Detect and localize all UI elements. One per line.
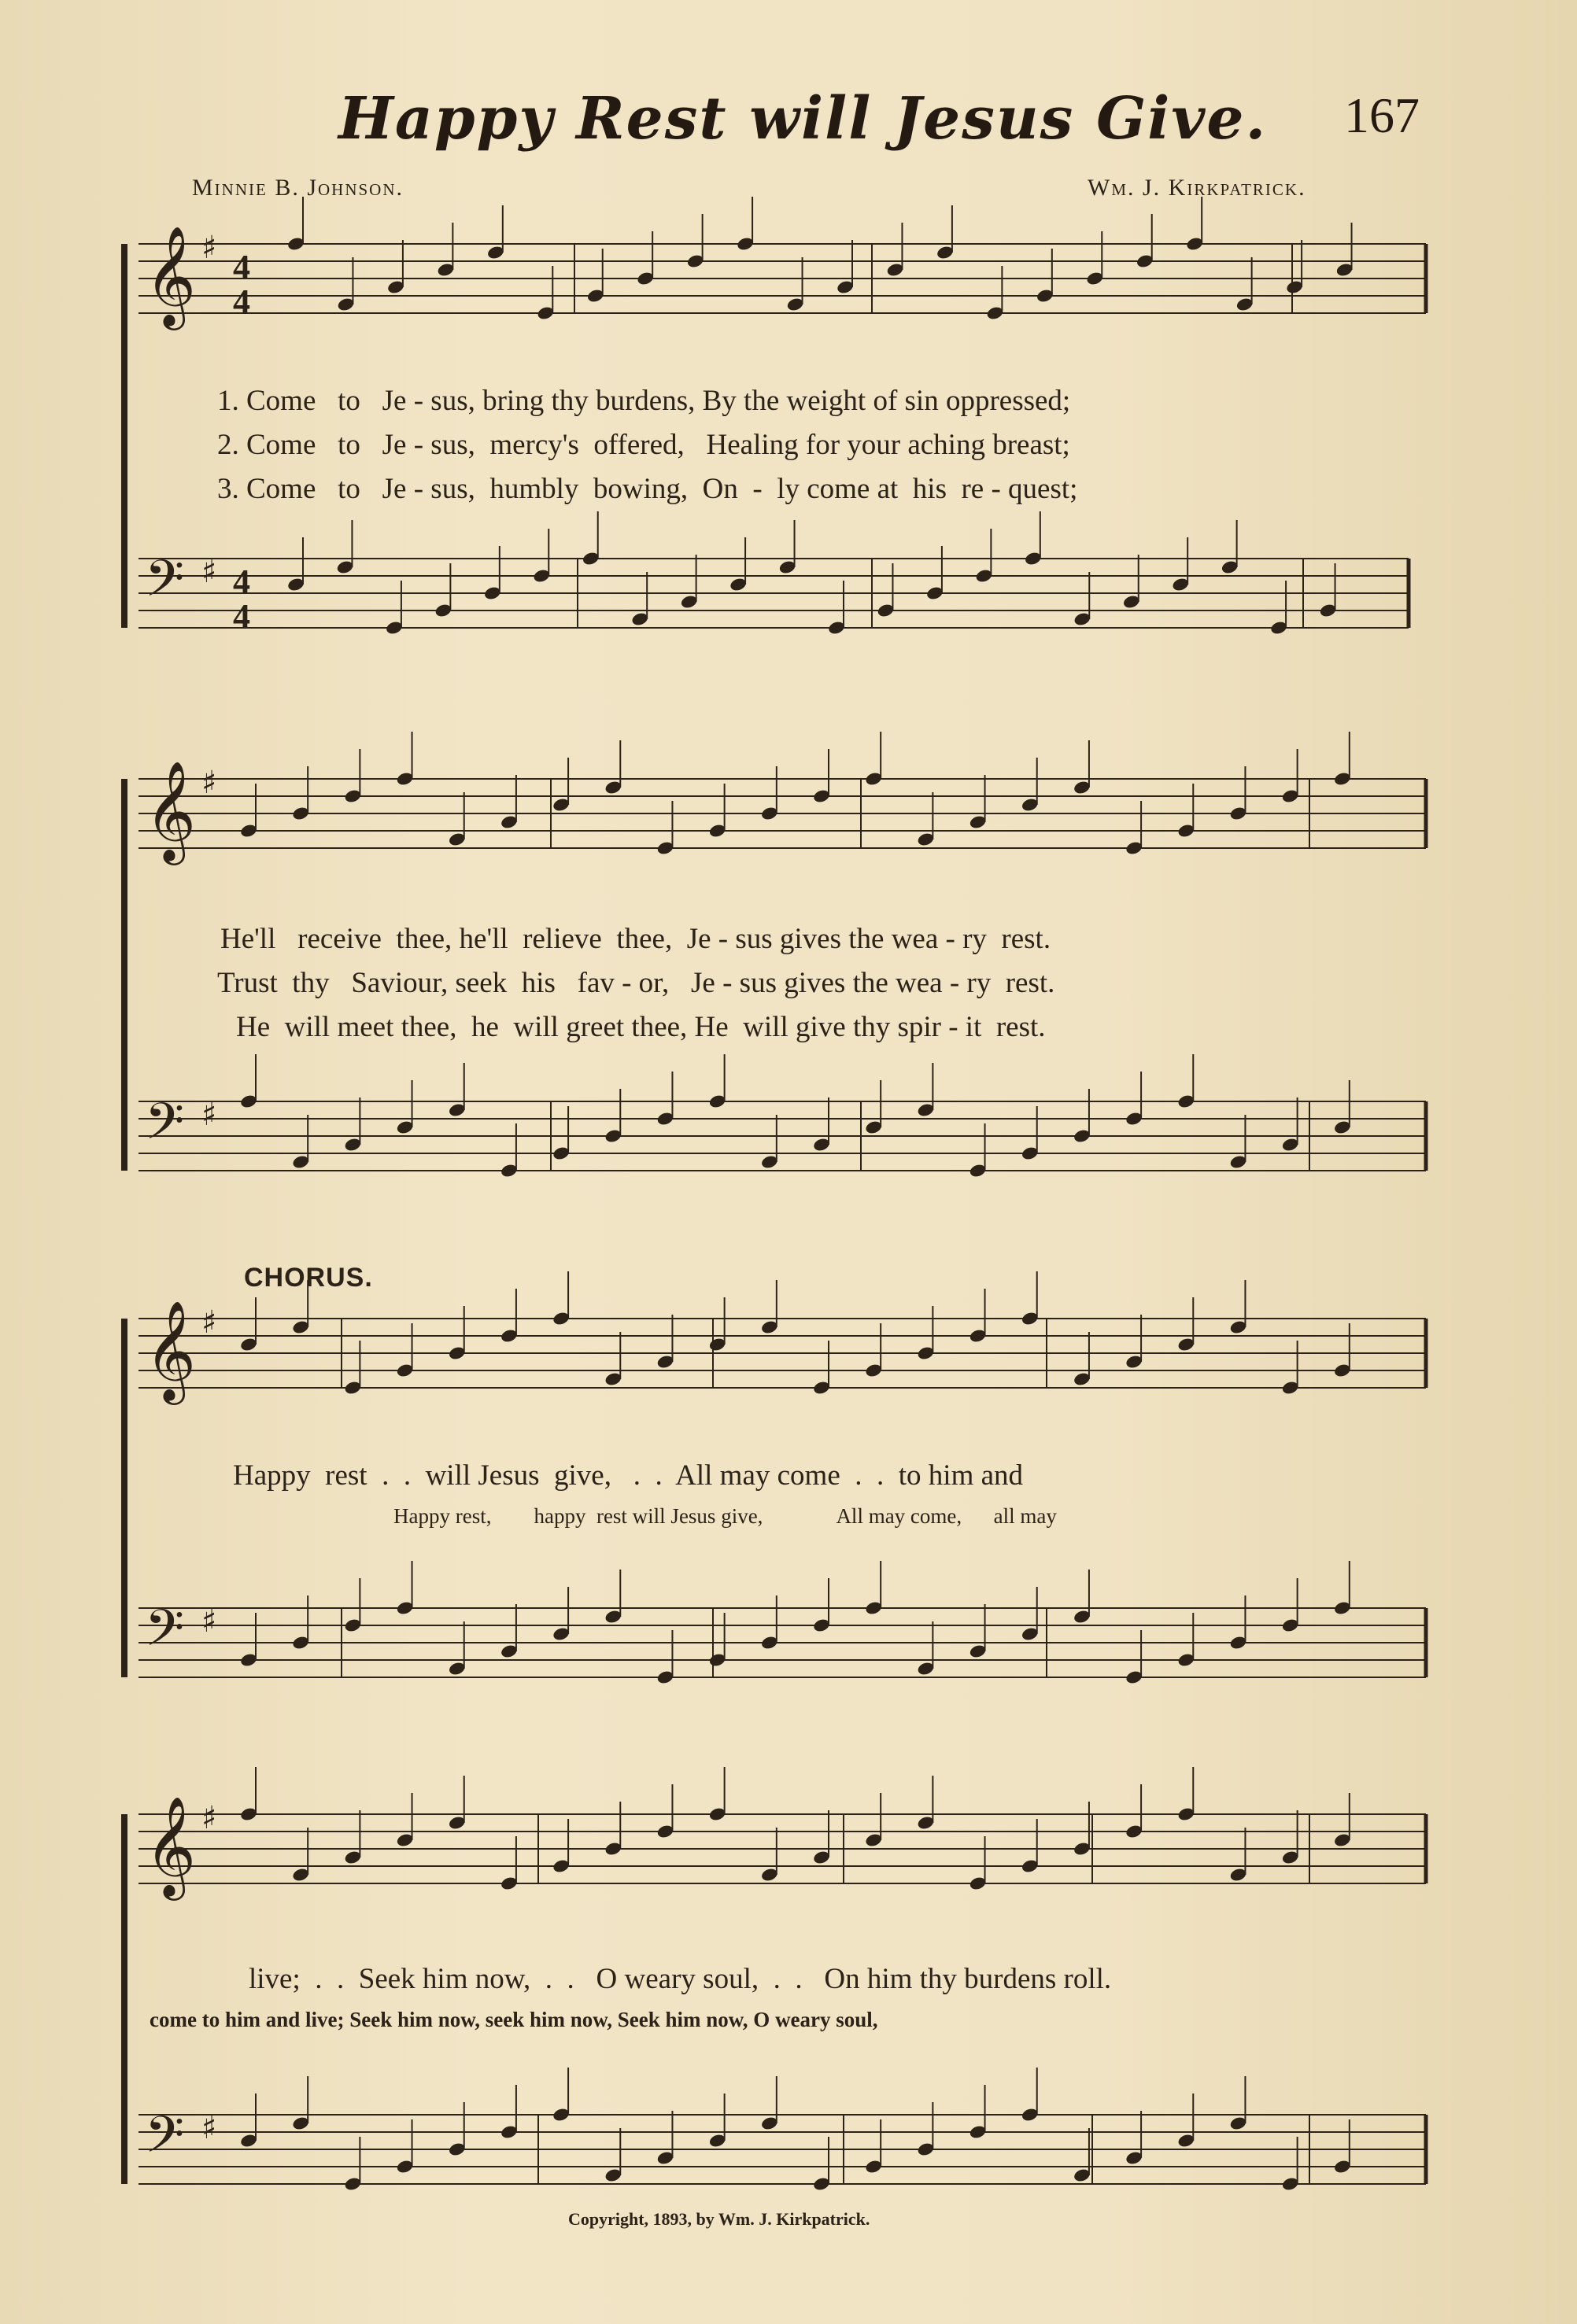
sharp-icon: ♯: [201, 554, 217, 590]
verse-2-line-1: 2. Come to Je - sus, mercy's offered, Healing for your aching breast;: [217, 429, 1070, 461]
time-signature-top: 4: [233, 563, 250, 601]
sharp-icon: ♯: [201, 1603, 217, 1640]
hymn-title: Happy Rest will Jesus Give.: [338, 85, 1268, 153]
page-number: 167: [1344, 87, 1420, 143]
treble-clef-icon: 𝄞: [145, 1300, 197, 1400]
sharp-icon: ♯: [201, 1800, 217, 1836]
system-brace-4: [121, 1814, 127, 2184]
verse-1-line-2: He'll receive thee, he'll relieve thee, Je - sus gives the wea - ry rest.: [220, 923, 1051, 955]
verse-3-line-2: He will meet thee, he will greet thee, He will give thy spir - it rest.: [236, 1011, 1046, 1043]
system-brace-3: [121, 1319, 127, 1677]
verse-1-line-1: 1. Come to Je - sus, bring thy burdens, By the weight of sin oppressed;: [217, 385, 1071, 417]
chorus-line-1: Happy rest . . will Jesus give, . . All may come . . to him and: [233, 1459, 1024, 1492]
chorus-label: CHORUS.: [244, 1263, 373, 1293]
sharp-icon: ♯: [201, 2110, 217, 2146]
bass-clef-icon: 𝄢: [145, 1093, 185, 1164]
system-brace-2: [121, 779, 127, 1171]
sharp-icon: ♯: [201, 1304, 217, 1341]
time-signature-bottom: 4: [233, 282, 250, 321]
treble-clef-icon: 𝄞: [145, 225, 197, 326]
bass-clef-icon: 𝄢: [145, 2106, 185, 2177]
treble-clef-icon: 𝄞: [145, 760, 197, 861]
sharp-icon: ♯: [201, 1097, 217, 1133]
time-signature-top: 4: [233, 248, 250, 286]
chorus-line-2: live; . . Seek him now, . . O weary soul, . . On him thy burdens roll.: [249, 1963, 1112, 1995]
lyricist-credit: Minnie B. Johnson.: [192, 175, 404, 201]
sharp-icon: ♯: [201, 765, 217, 801]
sharp-icon: ♯: [201, 230, 217, 266]
chorus-alto-line-1: Happy rest, happy rest will Jesus give, All may come, all may: [393, 1504, 1057, 1528]
composer-credit: Wm. J. Kirkpatrick.: [1088, 175, 1306, 201]
treble-clef-icon: 𝄞: [145, 1795, 197, 1896]
system-brace-1: [121, 244, 127, 628]
verse-2-line-2: Trust thy Saviour, seek his fav - or, Je - sus gives the wea - ry rest.: [217, 967, 1055, 999]
time-signature-bottom: 4: [233, 597, 250, 636]
copyright-notice: Copyright, 1893, by Wm. J. Kirkpatrick.: [568, 2209, 870, 2229]
chorus-alto-line-2: come to him and live; Seek him now, seek him now, Seek him now, O weary soul,: [150, 2008, 878, 2031]
bass-clef-icon: 𝄢: [145, 1599, 185, 1670]
verse-3-line-1: 3. Come to Je - sus, humbly bowing, On - ly come at his re - quest;: [217, 473, 1078, 505]
bass-clef-icon: 𝄢: [145, 550, 185, 621]
